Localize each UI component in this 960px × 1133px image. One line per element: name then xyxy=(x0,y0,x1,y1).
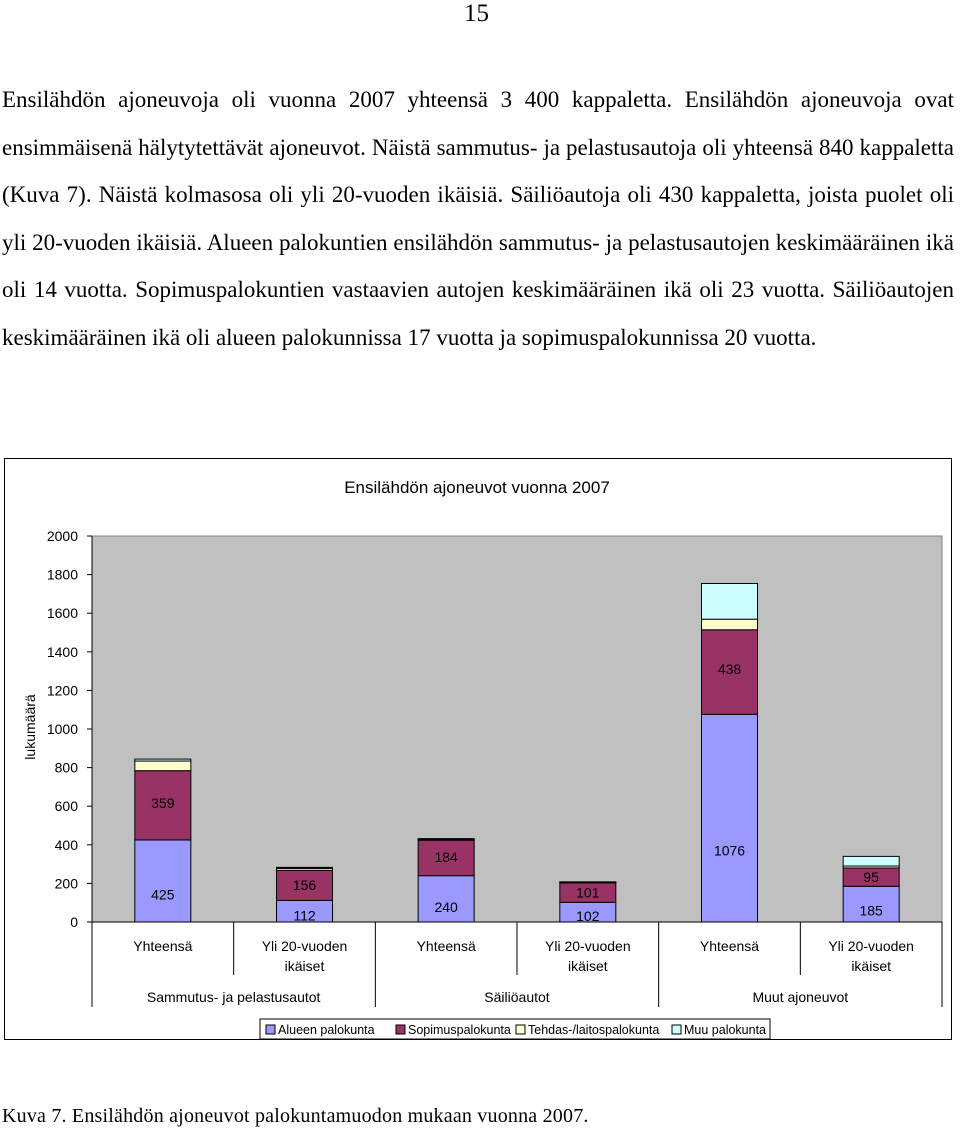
bar-segment xyxy=(135,761,191,771)
data-label: 95 xyxy=(863,869,879,886)
data-label: 240 xyxy=(434,898,458,915)
data-label: 102 xyxy=(576,908,600,925)
data-label: 1076 xyxy=(713,842,746,859)
bar-segment xyxy=(843,856,899,866)
x-tick-label: Yli 20-vuoden ikäiset xyxy=(828,938,914,974)
x-tick-label: Yhteensä xyxy=(416,938,476,954)
data-label: 156 xyxy=(292,876,317,893)
legend-swatch xyxy=(266,1025,275,1034)
y-axis-label: lukumäärä xyxy=(22,694,38,760)
y-tick-label: 1200 xyxy=(46,682,78,699)
data-label: 101 xyxy=(576,884,600,901)
bar-segment xyxy=(702,619,758,630)
bar-segment xyxy=(135,759,191,761)
y-tick-label: 1800 xyxy=(46,566,78,583)
data-label: 185 xyxy=(859,902,883,919)
legend-label: Muu palokunta xyxy=(684,1023,767,1037)
x-group-label: Muut ajoneuvot xyxy=(752,989,849,1005)
figure-caption: Kuva 7. Ensilähdön ajoneuvot palokuntamuodon mukaan vuonna 2007. xyxy=(2,1105,589,1127)
body-paragraph: Ensilähdön ajoneuvoja oli vuonna 2007 yhteensä 3 400 kappaletta. Ensilähdön ajoneuvoja ovat ensimmäisenä hälytytettävät ajoneuvot. Näistä sammutus- ja pelastusautoja oli yhteensä 840 kappaletta (Kuva 7). Näistä kolmasosa oli yli 20-vuoden ikäisiä. Säiliöautoja oli 430 kappaletta, joista puolet oli yli 20-vuoden ikäisiä. Alueen palokuntien ensilähdön sammutus- ja pelastusautojen keskimääräinen ikä oli 14 vuotta. Sopimuspalokuntien vastaavien autojen keskimääräinen ikä oli 23 vuotta. Säiliöautojen keskimääräinen ikä oli alueen palokunnissa 17 vuotta ja sopimuspalokunnissa 20 vuotta. xyxy=(2,87,954,350)
x-group-label: Säiliöautot xyxy=(484,989,550,1005)
y-tick-label: 1600 xyxy=(46,605,78,622)
x-tick-label: Yli 20-vuoden ikäiset xyxy=(261,938,348,974)
data-label: 359 xyxy=(151,794,175,811)
y-tick-label: 400 xyxy=(54,836,78,853)
y-tick-label: 800 xyxy=(54,759,78,776)
y-tick-label: 0 xyxy=(70,914,78,930)
y-axis xyxy=(47,528,92,930)
legend-swatch xyxy=(672,1025,681,1034)
data-label: 425 xyxy=(151,886,175,903)
stacked-bar-chart xyxy=(5,459,951,1039)
data-label: 184 xyxy=(434,849,458,866)
bar-segment xyxy=(702,583,758,619)
y-tick-label: 1000 xyxy=(46,721,78,737)
data-label: 438 xyxy=(717,660,742,677)
y-tick-label: 1400 xyxy=(46,643,78,660)
legend-label: Alueen palokunta xyxy=(278,1023,375,1037)
x-tick-label: Yhteensä xyxy=(699,938,760,954)
x-axis xyxy=(92,922,942,1007)
y-tick-label: 2000 xyxy=(46,528,78,544)
y-tick-label: 200 xyxy=(54,875,78,892)
page-number: 15 xyxy=(464,0,489,27)
legend-swatch xyxy=(516,1025,525,1034)
bar-segment xyxy=(277,867,333,868)
y-tick-label: 600 xyxy=(54,798,78,815)
legend-label: Tehdas-/laitospalokunta xyxy=(528,1023,660,1037)
data-label: 112 xyxy=(293,907,316,924)
bar-segment xyxy=(702,714,758,922)
x-tick-label: Yhteensä xyxy=(133,938,193,954)
bar-segment xyxy=(135,840,191,922)
x-group-label: Sammutus- ja pelastusautot xyxy=(146,989,321,1005)
chart-container xyxy=(4,458,952,1040)
legend-label: Sopimuspalokunta xyxy=(408,1023,511,1037)
legend xyxy=(260,1019,770,1039)
bar-segment xyxy=(418,839,474,840)
chart-title: Ensilähdön ajoneuvot vuonna 2007 xyxy=(344,478,610,497)
legend-swatch xyxy=(396,1025,405,1034)
x-tick-label: Yli 20-vuoden ikäiset xyxy=(545,938,631,974)
plot-area xyxy=(92,536,942,925)
